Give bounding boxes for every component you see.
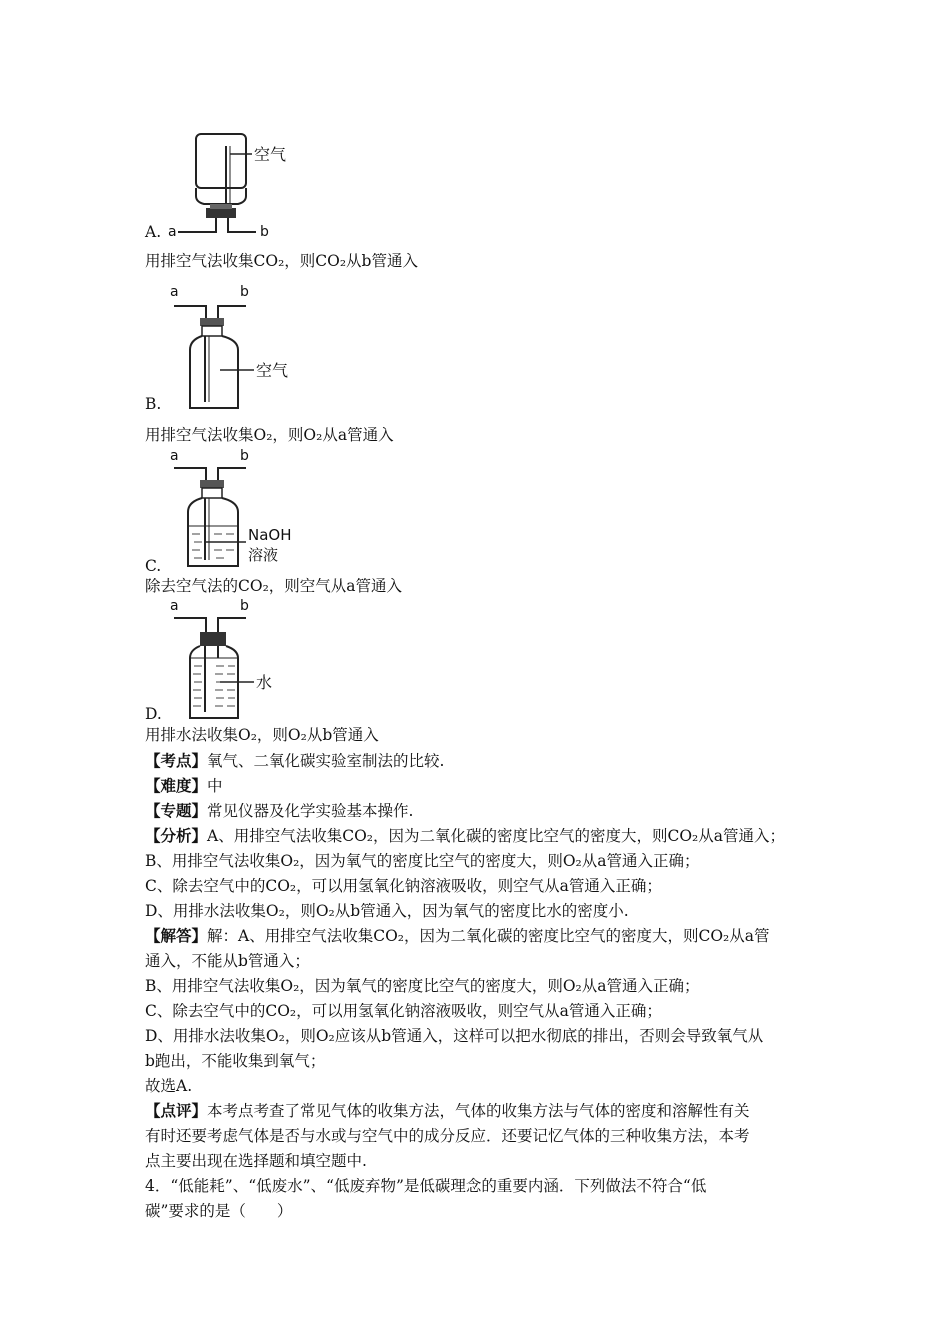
kaodian-tag: 【考点】 [145, 751, 208, 770]
dianping-tag: 【点评】 [145, 1101, 208, 1120]
fenxi-line-2: C、除去空气中的CO₂，可以用氢氧化钠溶液吸收，则空气从a管通入正确； [145, 877, 662, 895]
kaodian-text: 氧气、二氧化碳实验室制法的比较. [207, 752, 445, 770]
zhuanti-text: 常见仪器及化学实验基本操作. [207, 802, 414, 820]
figure-d [160, 596, 310, 722]
fenxi-text-0: A、用排空气法收集CO₂，因为二氧化碳的密度比空气的密度大，则CO₂从a管通入； [207, 827, 786, 845]
tube-label-a: a [168, 224, 177, 240]
bottle-label-c-2: 溶液 [248, 546, 279, 564]
tube-label-b: b [260, 224, 269, 240]
jieda-line-0 [145, 925, 770, 947]
jieda-tag: 【解答】 [145, 926, 208, 945]
figure-c [160, 446, 310, 570]
option-b-label: B. [145, 395, 162, 413]
zhuanti-line [145, 800, 413, 822]
jieda-line-1: 通入，不能从b管通入； [145, 952, 310, 970]
tube-label-a: a [170, 598, 179, 614]
jieda-line-4: D、用排水法收集O₂，则O₂应该从b管通入，这样可以把水彻底的排出，否则会导致氧气从 [145, 1027, 764, 1045]
dianping-line-0 [145, 1100, 750, 1122]
fenxi-line-0 [145, 825, 785, 847]
jieda-text-0: 解：A、用排空气法收集CO₂，因为二氧化碳的密度比空气的密度大，则CO₂从a管 [207, 927, 770, 945]
bottle-label-a: 空气 [254, 145, 287, 164]
jieda-line-5: b跑出，不能收集到氧气； [145, 1052, 326, 1070]
fenxi-line-1: B、用排空气法收集O₂，因为氧气的密度比空气的密度大，则O₂从a管通入正确； [145, 852, 700, 870]
nandu-line [145, 775, 223, 797]
jieda-line-3: C、除去空气中的CO₂，可以用氢氧化钠溶液吸收，则空气从a管通入正确； [145, 1002, 662, 1020]
caption-c: 除去空气法的CO₂，则空气从a管通入 [145, 577, 403, 595]
bottle-label-d: 水 [256, 673, 273, 692]
option-c-label: C. [145, 557, 162, 575]
caption-d: 用排水法收集O₂，则O₂从b管通入 [145, 726, 379, 744]
figure-b [160, 280, 310, 412]
fenxi-line-3: D、用排水法收集O₂，则O₂从b管通入，因为氧气的密度比水的密度小. [145, 902, 629, 920]
jieda-line-6: 故选A. [145, 1077, 193, 1095]
tube-label-a: a [170, 448, 179, 464]
question4-line-0: 4．“低能耗”、“低废水”、“低废弃物”是低碳理念的重要内涵．下列做法不符合“低 [145, 1177, 707, 1195]
tube-label-b: b [240, 284, 249, 300]
option-a-label: A. [145, 223, 162, 241]
tube-label-b: b [240, 448, 249, 464]
dianping-line-1: 有时还要考虑气体是否与水或与空气中的成分反应．还要记忆气体的三种收集方法，本考 [145, 1127, 750, 1145]
bottle-label-b: 空气 [256, 361, 289, 380]
caption-a: 用排空气法收集CO₂，则CO₂从b管通入 [145, 252, 418, 270]
question4-line-1: 碳”要求的是（ ） [145, 1202, 293, 1220]
nandu-text: 中 [207, 777, 223, 795]
kaodian-line [145, 750, 444, 772]
fenxi-tag: 【分析】 [145, 826, 208, 845]
figure-a [160, 128, 310, 243]
tube-label-a: a [170, 284, 179, 300]
dianping-text-0: 本考点考查了常见气体的收集方法，气体的收集方法与气体的密度和溶解性有关 [207, 1102, 750, 1120]
caption-b: 用排空气法收集O₂，则O₂从a管通入 [145, 426, 394, 444]
bottle-label-c-1: NaOH [248, 526, 292, 544]
dianping-line-2: 点主要出现在选择题和填空题中. [145, 1152, 367, 1170]
zhuanti-tag: 【专题】 [145, 801, 208, 820]
jieda-line-2: B、用排空气法收集O₂，因为氧气的密度比空气的密度大，则O₂从a管通入正确； [145, 977, 700, 995]
tube-label-b: b [240, 598, 249, 614]
option-d-label: D. [145, 705, 162, 723]
nandu-tag: 【难度】 [145, 776, 208, 795]
